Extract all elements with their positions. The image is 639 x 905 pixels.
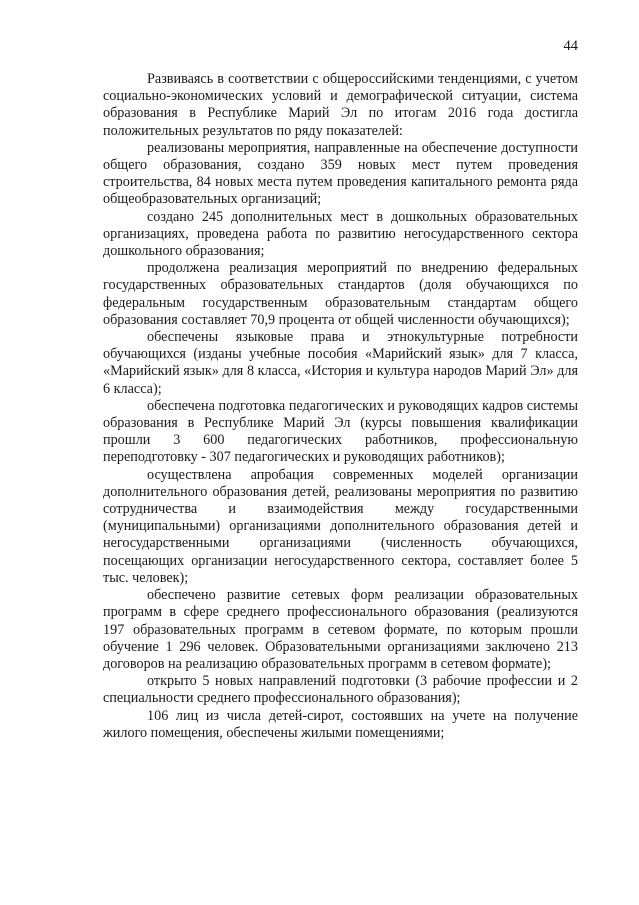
paragraph-general-education: реализованы мероприятия, направленные на обеспечение доступности общего образования, создано 359 новых мест путем проведения строительства, 84 новых места путем проведения капитального ремонта ряда общеобразовательных организаций; xyxy=(103,139,578,208)
paragraph-orphans-housing: 106 лиц из числа детей-сирот, состоявших на учете на получение жилого помещения, обеспечены жилыми помещениями; xyxy=(103,707,578,741)
paragraph-additional-education: осуществлена апробация современных моделей организации дополнительного образования детей, реализованы мероприятия по развитию сотрудничества и взаимодействия между государственными (муниципальными) организациями дополнительного образования детей и негосударственными организациями (численность обучающихся, посещающих организации негосударственного сектора, составляет более 5 тыс. человек); xyxy=(103,466,578,586)
paragraph-new-directions: открыто 5 новых направлений подготовки (3 рабочие профессии и 2 специальности среднего профессионального образования); xyxy=(103,673,578,707)
paragraph-intro: Развиваясь в соответствии с общероссийскими тенденциями, с учетом социально-экономических условий и демографической ситуации, система образования в Республике Марий Эл по итогам 2016 года достигла положительных результатов по ряду показателей: xyxy=(103,71,578,139)
page-number: 44 xyxy=(563,38,578,54)
paragraph-network-programs: обеспечено развитие сетевых форм реализации образовательных программ в сфере среднего профессионального образования (реализуются 197 образовательных программ в сетевом формате, по которым прошли обучение 1 296 человек. Образовательными организациями заключено 213 договоров на реализацию образовательных программ в сетевом формате); xyxy=(103,587,578,672)
paragraph-language-rights: обеспечены языковые права и этнокультурные потребности обучающихся (изданы учебные пособия «Марийский язык» для 7 класса, «Марийский язык» для 8 класса, «История и культура народов Марий Эл» для 6 класса); xyxy=(103,329,578,397)
document-body xyxy=(103,71,578,742)
paragraph-staff-training: обеспечена подготовка педагогических и руководящих кадров системы образования в Республике Марий Эл (курсы повышения квалификации прошли 3 600 педагогических работников, профессиональную переподготовку - 307 педагогических и руководящих работников); xyxy=(103,397,578,466)
paragraph-standards: продолжена реализация мероприятий по внедрению федеральных государственных образовательных стандартов (доля обучающихся по федеральным государственным образовательным стандартам общего образования составляет 70,9 процента от общей численности обучающихся); xyxy=(103,260,578,328)
paragraph-preschool: создано 245 дополнительных мест в дошкольных образовательных организациях, проведена работа по развитию негосударственного сектора дошкольного образования; xyxy=(103,208,578,260)
